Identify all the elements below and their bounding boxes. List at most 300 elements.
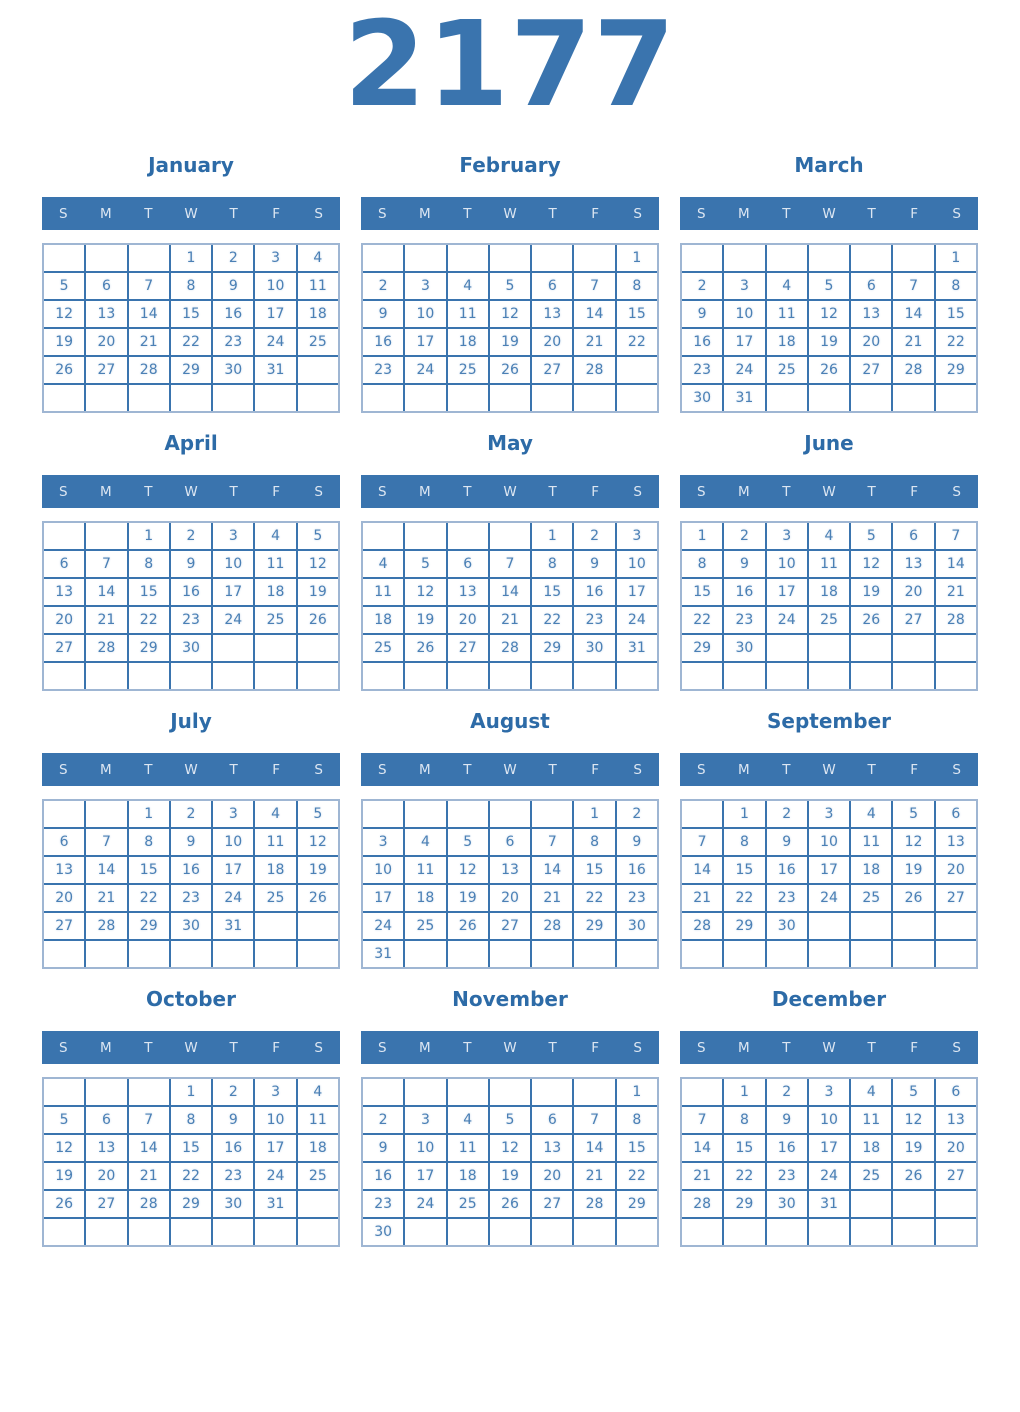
- day-cell: 11: [448, 1135, 488, 1161]
- empty-day-cell: [851, 385, 891, 411]
- day-cell: 10: [724, 301, 764, 327]
- weekday-label: S: [952, 205, 961, 222]
- weekday-label: S: [58, 761, 68, 778]
- day-cell: 4: [851, 801, 891, 827]
- empty-day-cell: [298, 941, 338, 967]
- year-title: 2177: [343, 0, 677, 133]
- day-cell: 13: [86, 301, 126, 327]
- day-cell: 9: [767, 829, 807, 855]
- weekday-label: M: [738, 483, 750, 500]
- day-cell: 13: [532, 301, 572, 327]
- day-cell: 28: [682, 1191, 722, 1217]
- day-cell: 14: [574, 1135, 614, 1161]
- day-cell: 25: [298, 329, 338, 355]
- empty-day-cell: [936, 913, 976, 939]
- day-cell: 23: [724, 607, 764, 633]
- weekday-label: F: [272, 205, 281, 222]
- empty-day-cell: [298, 663, 338, 689]
- day-cell: 16: [171, 579, 211, 605]
- day-cell: 5: [893, 801, 933, 827]
- day-cell: 5: [298, 523, 338, 549]
- day-cell: 1: [936, 245, 976, 271]
- empty-day-cell: [936, 941, 976, 967]
- day-cell: 20: [893, 579, 933, 605]
- empty-day-cell: [682, 801, 722, 827]
- weekday-label: S: [314, 1039, 323, 1056]
- day-cell: 2: [682, 273, 722, 299]
- day-cell: 19: [44, 329, 84, 355]
- day-cell: 23: [363, 357, 403, 383]
- day-cell: 26: [893, 1163, 933, 1189]
- day-cell: 10: [405, 1135, 445, 1161]
- day-cell: 22: [617, 1163, 657, 1189]
- weekday-label: T: [229, 483, 238, 500]
- empty-day-cell: [448, 385, 488, 411]
- day-cell: 22: [936, 329, 976, 355]
- day-cell: 12: [298, 829, 338, 855]
- month-title: January: [148, 153, 234, 178]
- empty-day-cell: [171, 941, 211, 967]
- weekday-label: W: [503, 1039, 517, 1056]
- day-cell: 1: [617, 1079, 657, 1105]
- day-cell: 5: [405, 551, 445, 577]
- weekday-header-row: [680, 475, 978, 508]
- day-cell: 15: [129, 579, 169, 605]
- month-block: [361, 431, 659, 691]
- day-cell: 14: [532, 857, 572, 883]
- day-cell: 17: [213, 857, 253, 883]
- day-cell: 21: [129, 329, 169, 355]
- day-cell: 1: [617, 245, 657, 271]
- weekday-label: T: [782, 483, 791, 500]
- day-cell: 22: [171, 1163, 211, 1189]
- day-cell: 10: [809, 829, 849, 855]
- weekday-label: S: [377, 761, 387, 778]
- day-cell: 18: [363, 607, 403, 633]
- empty-day-cell: [936, 385, 976, 411]
- day-cell: 30: [363, 1219, 403, 1245]
- day-cell: 23: [682, 357, 722, 383]
- weekday-label: W: [184, 483, 198, 500]
- empty-day-cell: [86, 1079, 126, 1105]
- day-cell: 3: [809, 801, 849, 827]
- month-title: April: [164, 431, 218, 456]
- empty-day-cell: [617, 385, 657, 411]
- weekday-label: S: [633, 1039, 642, 1056]
- day-cell: 8: [171, 1107, 211, 1133]
- day-cell: 9: [171, 551, 211, 577]
- weekday-label: F: [272, 1039, 281, 1056]
- day-cell: 25: [255, 885, 295, 911]
- empty-day-cell: [490, 801, 530, 827]
- day-cell: 1: [574, 801, 614, 827]
- day-cell: 4: [448, 1107, 488, 1133]
- day-cell: 5: [298, 801, 338, 827]
- empty-day-cell: [724, 1219, 764, 1245]
- day-cell: 26: [44, 357, 84, 383]
- weekday-header-row: [361, 197, 659, 230]
- month-date-grid: [42, 799, 340, 969]
- empty-day-cell: [851, 913, 891, 939]
- day-cell: 3: [405, 1107, 445, 1133]
- day-cell: 9: [363, 1135, 403, 1161]
- day-cell: 12: [448, 857, 488, 883]
- month-block: [361, 987, 659, 1247]
- day-cell: 22: [129, 885, 169, 911]
- day-cell: 23: [767, 1163, 807, 1189]
- month-block: [680, 987, 978, 1247]
- day-cell: 9: [724, 551, 764, 577]
- day-cell: 29: [617, 1191, 657, 1217]
- day-cell: 14: [86, 857, 126, 883]
- empty-day-cell: [682, 941, 722, 967]
- day-cell: 18: [298, 1135, 338, 1161]
- day-cell: 11: [255, 551, 295, 577]
- empty-day-cell: [129, 1219, 169, 1245]
- day-cell: 13: [86, 1135, 126, 1161]
- day-cell: 24: [213, 607, 253, 633]
- empty-day-cell: [44, 663, 84, 689]
- weekday-header-row: [680, 197, 978, 230]
- day-cell: 24: [617, 607, 657, 633]
- day-cell: 6: [936, 1079, 976, 1105]
- day-cell: 20: [448, 607, 488, 633]
- day-cell: 28: [574, 1191, 614, 1217]
- empty-day-cell: [490, 941, 530, 967]
- day-cell: 14: [936, 551, 976, 577]
- weekday-header-row: [42, 1031, 340, 1064]
- day-cell: 28: [129, 357, 169, 383]
- day-cell: 10: [405, 301, 445, 327]
- day-cell: 12: [44, 1135, 84, 1161]
- weekday-header-row: [42, 197, 340, 230]
- day-cell: 24: [213, 885, 253, 911]
- day-cell: 4: [448, 273, 488, 299]
- empty-day-cell: [490, 663, 530, 689]
- day-cell: 14: [893, 301, 933, 327]
- day-cell: 6: [893, 523, 933, 549]
- month-date-grid: [361, 1077, 659, 1247]
- day-cell: 27: [851, 357, 891, 383]
- day-cell: 20: [44, 607, 84, 633]
- weekday-label: T: [463, 205, 472, 222]
- day-cell: 5: [490, 273, 530, 299]
- weekday-label: S: [377, 483, 387, 500]
- empty-day-cell: [893, 913, 933, 939]
- day-cell: 10: [255, 273, 295, 299]
- empty-day-cell: [448, 941, 488, 967]
- day-cell: 18: [809, 579, 849, 605]
- day-cell: 23: [767, 885, 807, 911]
- empty-day-cell: [490, 1079, 530, 1105]
- day-cell: 21: [86, 607, 126, 633]
- day-cell: 6: [86, 273, 126, 299]
- month-block: [680, 431, 978, 691]
- weekday-label: T: [867, 205, 876, 222]
- empty-day-cell: [532, 245, 572, 271]
- day-cell: 18: [851, 1135, 891, 1161]
- month-date-grid: [680, 1077, 978, 1247]
- month-date-grid: [42, 1077, 340, 1247]
- month-block: [680, 709, 978, 969]
- empty-day-cell: [129, 941, 169, 967]
- weekday-label: F: [272, 483, 281, 500]
- day-cell: 13: [936, 1107, 976, 1133]
- day-cell: 11: [363, 579, 403, 605]
- day-cell: 25: [448, 1191, 488, 1217]
- empty-day-cell: [448, 1079, 488, 1105]
- day-cell: 25: [851, 885, 891, 911]
- empty-day-cell: [44, 1079, 84, 1105]
- day-cell: 26: [490, 357, 530, 383]
- empty-day-cell: [298, 913, 338, 939]
- month-title: February: [459, 153, 561, 178]
- day-cell: 21: [86, 885, 126, 911]
- day-cell: 26: [298, 607, 338, 633]
- day-cell: 28: [682, 913, 722, 939]
- day-cell: 11: [809, 551, 849, 577]
- weekday-label: S: [314, 761, 323, 778]
- weekday-label: W: [822, 483, 836, 500]
- weekday-label: W: [184, 1039, 198, 1056]
- day-cell: 25: [767, 357, 807, 383]
- day-cell: 20: [936, 857, 976, 883]
- day-cell: 28: [574, 357, 614, 383]
- day-cell: 19: [893, 1135, 933, 1161]
- empty-day-cell: [532, 941, 572, 967]
- day-cell: 23: [171, 607, 211, 633]
- month-date-grid: [680, 799, 978, 969]
- empty-day-cell: [298, 357, 338, 383]
- empty-day-cell: [851, 941, 891, 967]
- day-cell: 6: [86, 1107, 126, 1133]
- day-cell: 9: [213, 273, 253, 299]
- day-cell: 15: [171, 301, 211, 327]
- empty-day-cell: [255, 941, 295, 967]
- day-cell: 23: [574, 607, 614, 633]
- empty-day-cell: [363, 385, 403, 411]
- day-cell: 15: [129, 857, 169, 883]
- empty-day-cell: [574, 663, 614, 689]
- empty-day-cell: [405, 245, 445, 271]
- day-cell: 7: [490, 551, 530, 577]
- day-cell: 3: [617, 523, 657, 549]
- month-date-grid: [680, 243, 978, 413]
- day-cell: 13: [936, 829, 976, 855]
- day-cell: 18: [851, 857, 891, 883]
- day-cell: 7: [936, 523, 976, 549]
- empty-day-cell: [936, 1219, 976, 1245]
- day-cell: 5: [44, 273, 84, 299]
- day-cell: 6: [532, 1107, 572, 1133]
- day-cell: 1: [724, 801, 764, 827]
- weekday-header-row: [680, 1031, 978, 1064]
- weekday-label: F: [910, 761, 919, 778]
- month-block: [361, 709, 659, 969]
- day-cell: 1: [129, 523, 169, 549]
- weekday-label: S: [314, 483, 323, 500]
- weekday-label: S: [952, 483, 961, 500]
- day-cell: 7: [682, 829, 722, 855]
- empty-day-cell: [490, 385, 530, 411]
- weekday-label: S: [58, 483, 68, 500]
- weekday-label: M: [419, 483, 431, 500]
- day-cell: 25: [851, 1163, 891, 1189]
- day-cell: 19: [851, 579, 891, 605]
- day-cell: 18: [255, 857, 295, 883]
- weekday-label: M: [419, 761, 431, 778]
- weekday-label: T: [463, 1039, 472, 1056]
- month-date-grid: [361, 243, 659, 413]
- empty-day-cell: [809, 941, 849, 967]
- empty-day-cell: [936, 663, 976, 689]
- day-cell: 9: [213, 1107, 253, 1133]
- empty-day-cell: [809, 913, 849, 939]
- weekday-header-row: [361, 753, 659, 786]
- weekday-label: F: [591, 205, 600, 222]
- month-block: [42, 431, 340, 691]
- day-cell: 22: [532, 607, 572, 633]
- day-cell: 22: [682, 607, 722, 633]
- empty-day-cell: [893, 385, 933, 411]
- day-cell: 16: [724, 579, 764, 605]
- empty-day-cell: [86, 941, 126, 967]
- day-cell: 14: [129, 1135, 169, 1161]
- empty-day-cell: [86, 385, 126, 411]
- day-cell: 13: [893, 551, 933, 577]
- empty-day-cell: [767, 941, 807, 967]
- day-cell: 29: [682, 635, 722, 661]
- weekday-label: T: [548, 761, 557, 778]
- day-cell: 27: [936, 1163, 976, 1189]
- month-date-grid: [361, 799, 659, 969]
- weekday-label: W: [822, 761, 836, 778]
- day-cell: 26: [298, 885, 338, 911]
- day-cell: 15: [574, 857, 614, 883]
- day-cell: 21: [893, 329, 933, 355]
- weekday-label: S: [696, 205, 706, 222]
- day-cell: 2: [213, 245, 253, 271]
- day-cell: 22: [171, 329, 211, 355]
- month-date-grid: [42, 521, 340, 691]
- weekday-label: T: [229, 1039, 238, 1056]
- weekday-label: T: [782, 761, 791, 778]
- empty-day-cell: [255, 913, 295, 939]
- day-cell: 8: [724, 1107, 764, 1133]
- day-cell: 5: [44, 1107, 84, 1133]
- empty-day-cell: [405, 941, 445, 967]
- empty-day-cell: [809, 385, 849, 411]
- day-cell: 16: [363, 329, 403, 355]
- day-cell: 29: [129, 913, 169, 939]
- empty-day-cell: [363, 1079, 403, 1105]
- day-cell: 3: [213, 523, 253, 549]
- month-title: December: [771, 987, 887, 1012]
- day-cell: 16: [574, 579, 614, 605]
- day-cell: 28: [936, 607, 976, 633]
- weekday-label: F: [272, 761, 281, 778]
- day-cell: 11: [298, 1107, 338, 1133]
- month-title: July: [170, 709, 212, 734]
- day-cell: 17: [767, 579, 807, 605]
- empty-day-cell: [44, 523, 84, 549]
- weekday-label: S: [314, 205, 323, 222]
- day-cell: 2: [617, 801, 657, 827]
- empty-day-cell: [532, 385, 572, 411]
- day-cell: 11: [851, 829, 891, 855]
- day-cell: 18: [448, 329, 488, 355]
- day-cell: 30: [213, 1191, 253, 1217]
- weekday-label: T: [548, 1039, 557, 1056]
- empty-day-cell: [171, 1219, 211, 1245]
- empty-day-cell: [86, 663, 126, 689]
- day-cell: 5: [851, 523, 891, 549]
- empty-day-cell: [724, 245, 764, 271]
- weekday-label: S: [952, 1039, 961, 1056]
- day-cell: 6: [851, 273, 891, 299]
- weekday-label: M: [100, 483, 112, 500]
- empty-day-cell: [532, 1219, 572, 1245]
- weekday-label: F: [910, 1039, 919, 1056]
- empty-day-cell: [448, 1219, 488, 1245]
- month-title: October: [146, 987, 236, 1012]
- weekday-label: F: [910, 205, 919, 222]
- weekday-label: W: [184, 205, 198, 222]
- weekday-label: M: [738, 1039, 750, 1056]
- day-cell: 8: [936, 273, 976, 299]
- empty-day-cell: [617, 1219, 657, 1245]
- day-cell: 7: [129, 273, 169, 299]
- empty-day-cell: [171, 663, 211, 689]
- weekday-label: W: [503, 483, 517, 500]
- months-grid: [0, 153, 1020, 1247]
- day-cell: 3: [255, 1079, 295, 1105]
- day-cell: 26: [893, 885, 933, 911]
- weekday-label: M: [100, 205, 112, 222]
- day-cell: 24: [363, 913, 403, 939]
- empty-day-cell: [490, 245, 530, 271]
- day-cell: 29: [724, 913, 764, 939]
- day-cell: 18: [255, 579, 295, 605]
- weekday-label: T: [548, 483, 557, 500]
- empty-day-cell: [213, 635, 253, 661]
- day-cell: 7: [86, 829, 126, 855]
- day-cell: 16: [767, 857, 807, 883]
- empty-day-cell: [936, 1191, 976, 1217]
- weekday-label: T: [144, 1039, 153, 1056]
- empty-day-cell: [767, 385, 807, 411]
- empty-day-cell: [490, 1219, 530, 1245]
- day-cell: 16: [213, 301, 253, 327]
- day-cell: 13: [44, 857, 84, 883]
- day-cell: 29: [171, 1191, 211, 1217]
- day-cell: 20: [86, 1163, 126, 1189]
- day-cell: 2: [574, 523, 614, 549]
- month-title: August: [470, 709, 550, 734]
- weekday-header-row: [361, 475, 659, 508]
- day-cell: 13: [490, 857, 530, 883]
- weekday-label: T: [144, 205, 153, 222]
- day-cell: 18: [767, 329, 807, 355]
- weekday-label: T: [867, 1039, 876, 1056]
- weekday-label: S: [58, 1039, 68, 1056]
- day-cell: 26: [851, 607, 891, 633]
- day-cell: 16: [682, 329, 722, 355]
- day-cell: 28: [490, 635, 530, 661]
- day-cell: 27: [448, 635, 488, 661]
- empty-day-cell: [448, 801, 488, 827]
- month-block: [361, 153, 659, 413]
